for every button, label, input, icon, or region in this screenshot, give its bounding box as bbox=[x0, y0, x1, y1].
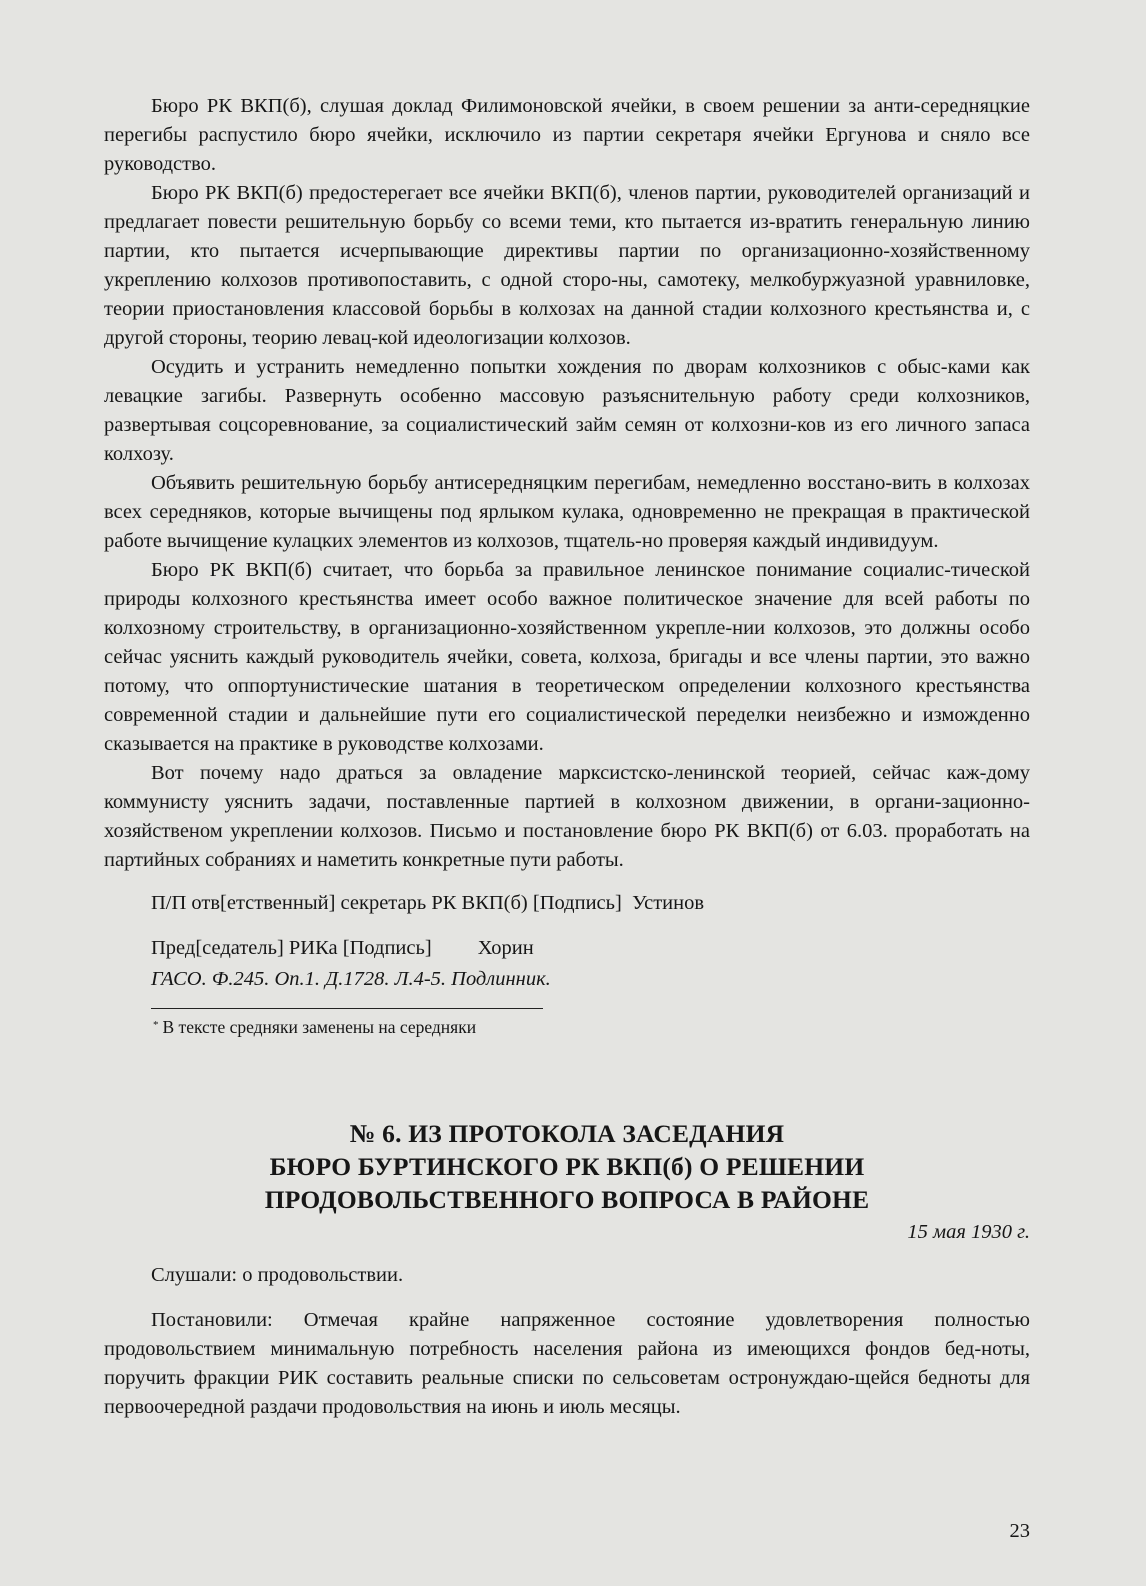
page-content bbox=[104, 92, 1030, 1422]
archive-source: ГАСО. Ф.245. Оп.1. Д.1728. Л.4-5. Подлинник. bbox=[151, 968, 551, 990]
footnote bbox=[153, 1013, 1030, 1039]
signature-chairman: Пред[седатель] РИКа [Подпись] Хорин bbox=[151, 937, 534, 959]
document-date: 15 мая 1930 г. bbox=[907, 1221, 1030, 1243]
footnote-marker: * bbox=[153, 1019, 159, 1031]
document-heading bbox=[104, 1117, 1030, 1216]
signature-secretary: П/П отв[етственный] секретарь РК ВКП(б) [Подпись] Устинов bbox=[151, 892, 705, 914]
paragraph-2: Бюро РК ВКП(б) предостерегает все ячейки ВКП(б), членов партии, руководителей организаций и предлагает повести решительную борьбу со всеми теми, кто пытается из-вратить генеральную линию партии, кто пытается исчерпывающие директивы партии по организационно-хозяйственному укреплению колхозов противопоставить, с одной сторо-ны, самотеку, мелкобуржуазной уравниловке, теории приостановления классовой борьбы в колхозах на данной стадии колхозного крестьянства и, с другой стороны, теорию левац-кой идеологизации колхозов. bbox=[104, 182, 1030, 349]
heading-line-3: ПРОДОВОЛЬСТВЕННОГО ВОПРОСА В РАЙОНЕ bbox=[264, 1185, 870, 1214]
listened-paragraph: Слушали: о продовольствии. bbox=[151, 1264, 404, 1286]
heading-line-2: БЮРО БУРТИНСКОГО РК ВКП(б) О РЕШЕНИИ bbox=[269, 1152, 865, 1181]
paragraph-4: Объявить решительную борьбу антисередняцким перегибам, немедленно восстано-вить в колхозах всех середняков, которые вычищены под ярлыком кулака, одновременно не прекращая в практической работе вычищение кулацких элементов из колхозов, тщатель-но проверяя каждый индивидуум. bbox=[104, 472, 1030, 552]
paragraph-6: Вот почему надо драться за овладение марксистско-ленинской теорией, сейчас каж-дому коммунисту уяснить задачи, поставленные партией в колхозном движении, в органи-зационно-хозяйственом укреплении колхозов. Письмо и постановление бюро РК ВКП(б) от 6.03. проработать на партийных собраниях и наметить конкретные пути работы. bbox=[104, 762, 1030, 871]
paragraph-1: Бюро РК ВКП(б), слушая доклад Филимоновской ячейки, в своем решении за анти-середняцкие перегибы распустило бюро ячейки, исключило из партии секретаря ячейки Ергунова и сняло все руководство. bbox=[104, 95, 1030, 175]
footnote-text: В тексте средняки заменены на середняки bbox=[162, 1017, 477, 1037]
heading-line-1: № 6. ИЗ ПРОТОКОЛА ЗАСЕДАНИЯ bbox=[349, 1119, 785, 1148]
paragraph-3: Осудить и устранить немедленно попытки хождения по дворам колхозников с обыс-ками как левацкие загибы. Развернуть особенно массовую разъяснительную работу среди колхозников, развертывая соцсоревнование, за социалистический займ семян от колхозни-ков из его личного запаса колхозу. bbox=[104, 356, 1030, 465]
decided-paragraph: Постановили: Отмечая крайне напряженное состояние удовлетворения полностью продовольствием минимальную потребность населения района из имеющихся фондов бед-ноты, поручить фракции РИК составить реальные списки по сельсоветам остронуждаю-щейся бедноты для первоочередной раздачи продовольствия на июнь и июль месяцы. bbox=[104, 1309, 1030, 1418]
footnote-divider bbox=[151, 1008, 543, 1009]
paragraph-5: Бюро РК ВКП(б) считает, что борьба за правильное ленинское понимание социалис-тической природы колхозного крестьянства имеет особо важное политическое значение для всей работы по колхозному строительству, в организационно-хозяйственном укрепле-нии колхозов, это должны особо сейчас уяснить каждый руководитель ячейки, совета, колхоза, бригады и все члены партии, это важно потому, что оппортунистические шатания в теоретическом определении колхозного крестьянства современной стадии и дальнейшие пути его социалистической переделки неизбежно и изможденно сказывается на практике в руководстве колхозами. bbox=[104, 559, 1030, 755]
page-number: 23 bbox=[1009, 1520, 1030, 1542]
